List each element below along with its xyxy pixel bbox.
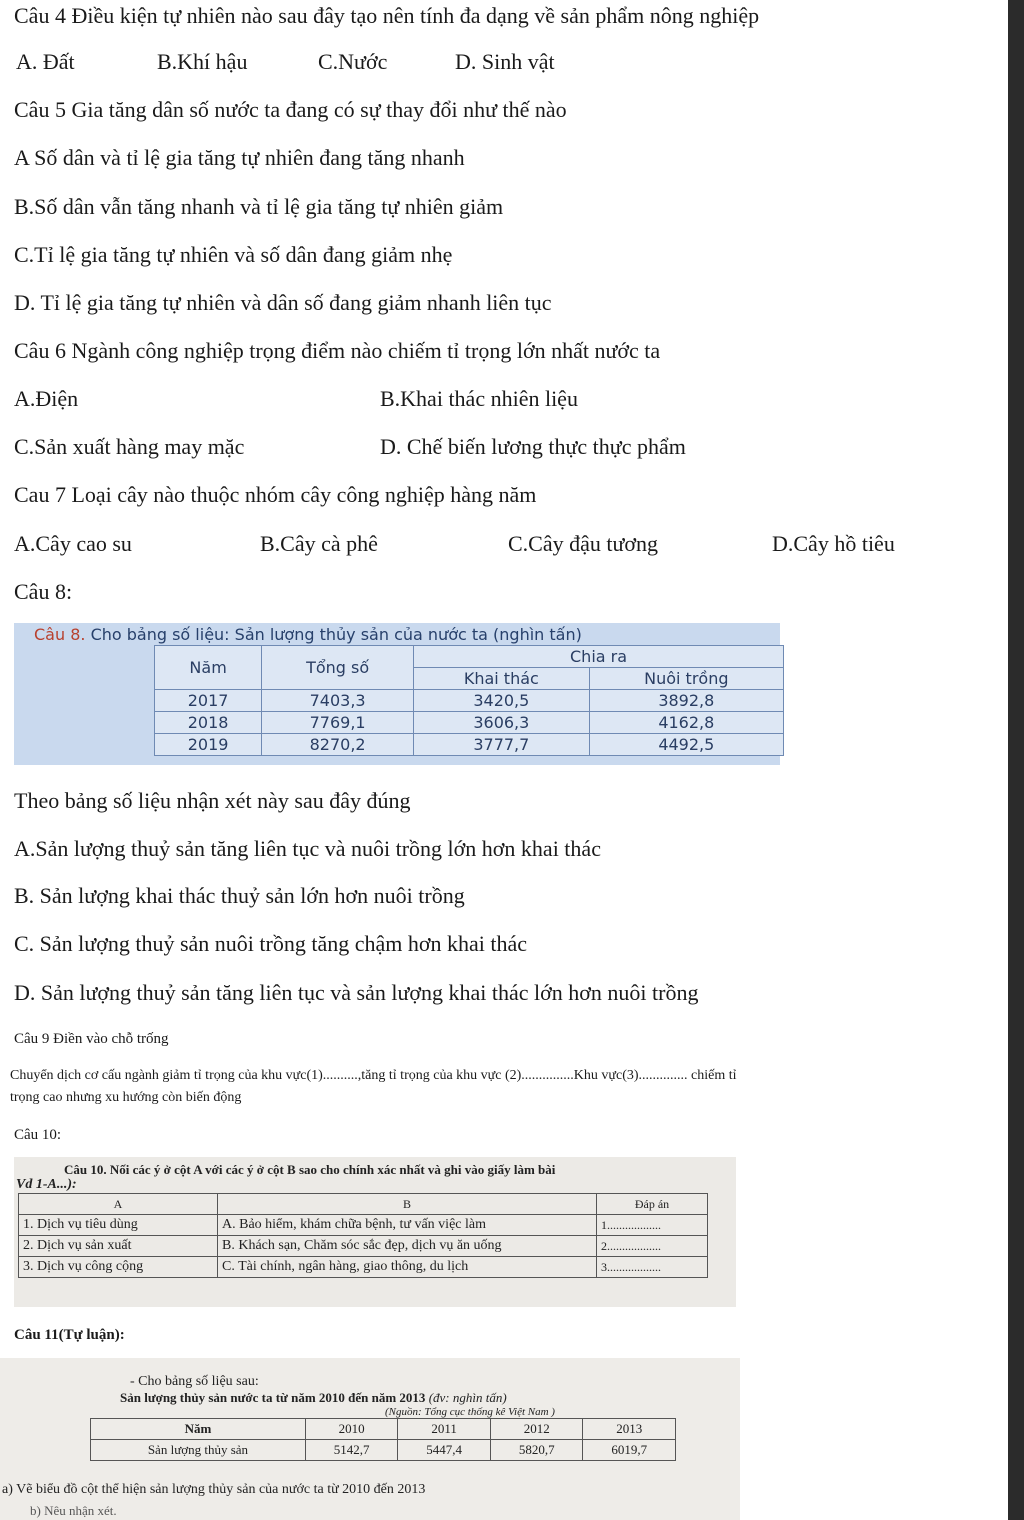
table-row <box>91 1419 676 1440</box>
header-year: Năm <box>91 1419 306 1440</box>
cell-farm: 3892,8 <box>589 690 783 712</box>
q11-task-a: a) Vẽ biểu đồ cột thể hiện sản lượng thủy sản của nước ta từ 2010 đến 2013 <box>2 1482 426 1497</box>
cell-col-b: B. Khách sạn, Chăm sóc sắc đẹp, dịch vụ ăn uống <box>218 1236 597 1257</box>
table-row <box>19 1215 708 1236</box>
q6-option-b: B.Khai thác nhiên liệu <box>380 386 578 411</box>
cell-catch: 3420,5 <box>414 690 590 712</box>
q5-option-a: A Số dân và tỉ lệ gia tăng tự nhiên đang tăng nhanh <box>14 145 465 170</box>
q11-data-table <box>90 1418 676 1461</box>
q11-title <box>120 1390 507 1406</box>
q11-unit: (đv: nghìn tấn) <box>428 1390 507 1405</box>
q10-example: Vd 1-A...): <box>16 1177 77 1192</box>
q6-option-a: A.Điện <box>14 386 79 411</box>
table-row <box>19 1236 708 1257</box>
cell-farm: 4162,8 <box>589 712 783 734</box>
header-split: Chia ra <box>414 646 784 668</box>
q11-task-b: b) Nêu nhận xét. <box>30 1503 117 1518</box>
q11-intro: - Cho bảng số liệu sau: <box>130 1374 259 1389</box>
q8-caption-text: Cho bảng số liệu: Sản lượng thủy sản của nước ta (nghìn tấn) <box>90 625 582 644</box>
header-col-a: A <box>19 1194 218 1215</box>
q4-option-c: C.Nước <box>318 49 388 74</box>
cell-total: 7769,1 <box>262 712 414 734</box>
question-9: Câu 9 Điền vào chỗ trống <box>14 1031 169 1047</box>
q10-caption: Câu 10. Nối các ý ở cột A với các ý ở cột B sao cho chính xác nhất và ghi vào giấy làm bài <box>64 1162 556 1177</box>
q8-option-a: A.Sản lượng thuỷ sản tăng liên tục và nuôi trồng lớn hơn khai thác <box>14 836 601 861</box>
q10-matching-photo <box>14 1157 736 1307</box>
cell-total: 8270,2 <box>262 734 414 756</box>
cell-farm: 4492,5 <box>589 734 783 756</box>
question-4: Câu 4 Điều kiện tự nhiên nào sau đây tạo nên tính đa dạng về sản phẩm nông nghiệp <box>14 3 760 28</box>
q10-matching-table <box>18 1193 708 1278</box>
question-7: Cau 7 Loại cây nào thuộc nhóm cây công nghiệp hàng năm <box>14 482 537 507</box>
cell-year: 2019 <box>155 734 262 756</box>
header-year: Năm <box>155 646 262 690</box>
q5-option-b: B.Số dân vẫn tăng nhanh và tỉ lệ gia tăng tự nhiên giảm <box>14 194 504 219</box>
cell-year: 2018 <box>155 712 262 734</box>
cell-year: 2013 <box>583 1419 676 1440</box>
question-11-label: Câu 11(Tự luận): <box>14 1327 125 1343</box>
cell-col-a: 1. Dịch vụ tiêu dùng <box>19 1215 218 1236</box>
q8-option-c: C. Sản lượng thuỷ sản nuôi trồng tăng chậm hơn khai thác <box>14 931 528 956</box>
cell-catch: 3777,7 <box>414 734 590 756</box>
cell-value: 6019,7 <box>583 1440 676 1461</box>
cell-answer: 3.................. <box>597 1257 708 1278</box>
cell-year: 2017 <box>155 690 262 712</box>
q5-option-c: C.Tỉ lệ gia tăng tự nhiên và số dân đang giảm nhẹ <box>14 242 453 267</box>
q7-option-b: B.Cây cà phê <box>260 531 378 556</box>
header-output: Sản lượng thủy sản <box>91 1440 306 1461</box>
q7-option-a: A.Cây cao su <box>14 531 132 556</box>
header-col-b: B <box>218 1194 597 1215</box>
header-total: Tổng số <box>262 646 414 690</box>
q7-option-c: C.Cây đậu tương <box>508 531 659 556</box>
header-farm: Nuôi trồng <box>589 668 783 690</box>
question-8-label: Câu 8: <box>14 579 73 604</box>
table-row <box>155 690 784 712</box>
table-row <box>91 1440 676 1461</box>
cell-value: 5820,7 <box>490 1440 583 1461</box>
q8-caption-prefix: Câu 8. <box>34 625 86 644</box>
question-6: Câu 6 Ngành công nghiệp trọng điểm nào chiếm tỉ trọng lớn nhất nước ta <box>14 338 661 363</box>
table-row <box>155 712 784 734</box>
cell-catch: 3606,3 <box>414 712 590 734</box>
q8-table-photo <box>14 623 780 765</box>
cell-col-a: 3. Dịch vụ công cộng <box>19 1257 218 1278</box>
q5-option-d: D. Tỉ lệ gia tăng tự nhiên và dân số đang giảm nhanh liên tục <box>14 290 552 315</box>
q11-title-text: Sản lượng thủy sản nước ta từ năm 2010 đến năm 2013 <box>120 1390 426 1405</box>
cell-value: 5142,7 <box>305 1440 398 1461</box>
q4-option-b: B.Khí hậu <box>157 49 248 74</box>
cell-answer: 2.................. <box>597 1236 708 1257</box>
image-border <box>1008 0 1024 1520</box>
header-answer: Đáp án <box>597 1194 708 1215</box>
cell-col-b: A. Bảo hiểm, khám chữa bệnh, tư vấn việc làm <box>218 1215 597 1236</box>
cell-year: 2010 <box>305 1419 398 1440</box>
header-catch: Khai thác <box>414 668 590 690</box>
q8-option-d: D. Sản lượng thuỷ sản tăng liên tục và sản lượng khai thác lớn hơn nuôi trồng <box>14 980 699 1005</box>
q8-data-table <box>154 645 784 756</box>
q4-option-a: A. Đất <box>16 49 75 74</box>
q7-option-d: D.Cây hồ tiêu <box>772 531 895 556</box>
q6-option-d: D. Chế biến lương thực thực phẩm <box>380 434 686 459</box>
table-row <box>155 734 784 756</box>
cell-col-a: 2. Dịch vụ sản xuất <box>19 1236 218 1257</box>
q9-line-1: Chuyển dịch cơ cấu ngành giảm tỉ trọng của khu vực(1)..........,tăng tỉ trọng của khu vực (2)...............Khu vực(3).............. chiếm tỉ <box>10 1068 737 1083</box>
cell-year: 2011 <box>398 1419 491 1440</box>
cell-total: 7403,3 <box>262 690 414 712</box>
q11-source: (Nguồn: Tổng cục thống kê Việt Nam ) <box>385 1406 555 1418</box>
cell-col-b: C. Tài chính, ngân hàng, giao thông, du lịch <box>218 1257 597 1278</box>
q8-prompt: Theo bảng số liệu nhận xét này sau đây đúng <box>14 788 411 813</box>
q6-option-c: C.Sản xuất hàng may mặc <box>14 434 245 459</box>
question-5: Câu 5 Gia tăng dân số nước ta đang có sự thay đổi như thế nào <box>14 97 567 122</box>
q9-line-2: trọng cao nhưng xu hướng còn biến động <box>10 1090 242 1105</box>
q4-option-d: D. Sinh vật <box>455 49 555 74</box>
cell-year: 2012 <box>490 1419 583 1440</box>
table-row <box>19 1257 708 1278</box>
cell-value: 5447,4 <box>398 1440 491 1461</box>
question-10-label: Câu 10: <box>14 1127 62 1143</box>
q8-option-b: B. Sản lượng khai thác thuỷ sản lớn hơn nuôi trồng <box>14 883 465 908</box>
q11-table-photo <box>0 1358 740 1520</box>
q8-table-caption <box>34 625 582 644</box>
cell-answer: 1.................. <box>597 1215 708 1236</box>
